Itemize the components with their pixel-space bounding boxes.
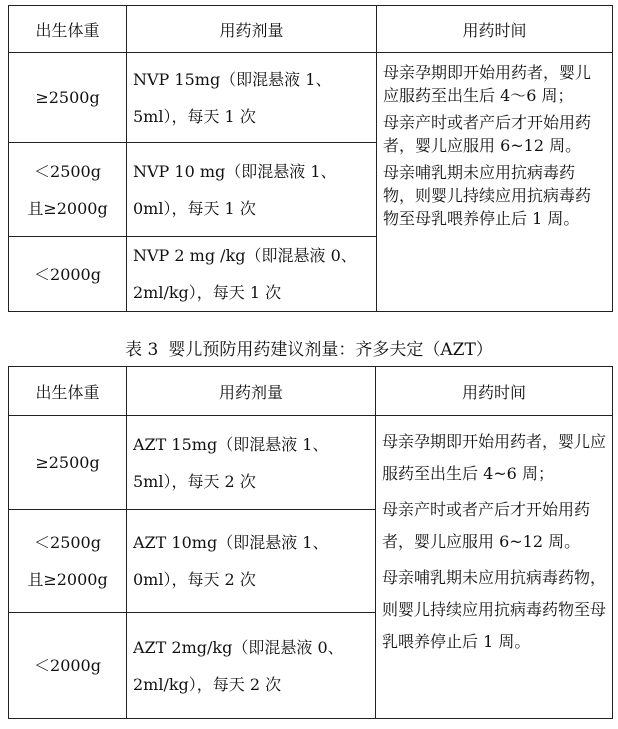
timing-paragraph: 母亲哺乳期未应用抗病毒药物，则婴儿持续应用抗病毒药物至母乳喂养停止后 1 周。 [383,163,592,228]
table-number: 表 3 [125,340,159,360]
dose-cell: AZT 2mg/kg（即混悬液 0、2ml/kg），每天 2 次 [127,613,376,719]
timing-paragraph: 母亲哺乳期未应用抗病毒药物，则婴儿持续应用抗病毒药物至母乳喂养停止后 1 周。 [382,568,607,651]
azt-dosage-table [8,366,613,719]
table-caption [0,337,618,363]
header-birth-weight: 出生体重 [9,6,127,53]
header-dose: 用药剂量 [127,367,376,416]
dose-cell: AZT 15mg（即混悬液 1、5ml），每天 2 次 [127,416,376,510]
dose-cell: AZT 10mg（即混悬液 1、0ml），每天 2 次 [127,510,376,613]
timing-paragraph: 母亲孕期即开始用药者，婴儿应服药至出生后 4~6 周； [382,432,607,483]
weight-cell: ≥2500g [9,416,127,510]
timing-paragraph: 母亲产时或者产后才开始用药者，婴儿应服用 6~12 周。 [382,500,591,551]
weight-cell: ≥2500g [9,53,127,143]
weight-cell: ＜2000g [9,613,127,719]
weight-cell: ＜2500g 且≥2000g [9,510,127,613]
header-timing: 用药时间 [377,6,613,53]
timing-cell [376,416,613,719]
table-title: 婴儿预防用药建议剂量：齐多夫定（AZT） [168,340,493,360]
timing-paragraph: 母亲孕期即开始用药者，婴儿应服药至出生后 4～6 周； [383,63,592,105]
dose-cell: NVP 15mg（即混悬液 1、5ml），每天 1 次 [127,53,377,143]
dose-cell: NVP 2 mg /kg（即混悬液 0、2ml/kg），每天 1 次 [127,237,377,312]
weight-cell: ＜2500g 且≥2000g [9,143,127,237]
header-birth-weight: 出生体重 [9,367,127,416]
header-dose: 用药剂量 [127,6,377,53]
timing-paragraph: 母亲产时或者产后才开始用药者，婴儿应服用 6~12 周。 [383,113,592,155]
timing-cell [377,53,613,312]
dose-cell: NVP 10 mg（即混悬液 1、0ml），每天 1 次 [127,143,377,237]
nvp-dosage-table [8,5,613,312]
weight-cell: ＜2000g [9,237,127,312]
header-timing: 用药时间 [376,367,613,416]
